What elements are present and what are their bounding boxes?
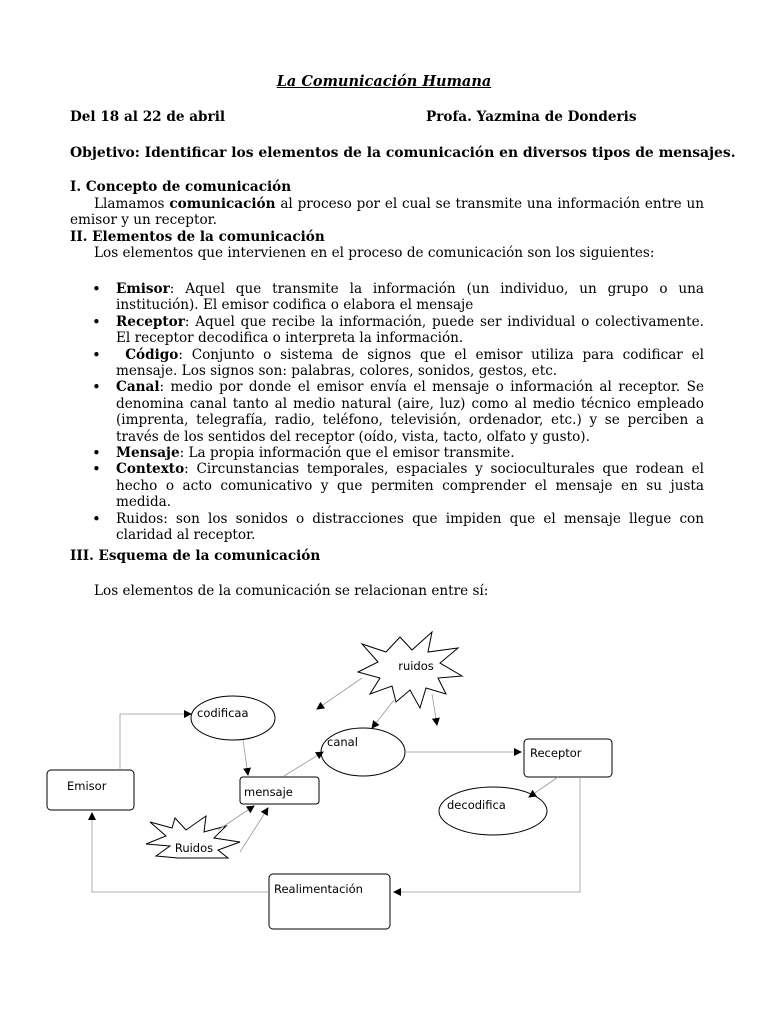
decodifica-label: decodifica — [447, 798, 506, 812]
list-item — [70, 281, 704, 314]
mensaje-label: mensaje — [244, 785, 293, 799]
paragraph-text: Llamamos — [94, 195, 170, 212]
item-text: : Aquel que transmite la información (un individuo, un grupo o una institución). El emisor codifica o elabora el mensaje — [116, 281, 704, 314]
receptor-box — [524, 739, 612, 777]
item-text: : Conjunto o sistema de signos que el emisor utiliza para codificar el mensaje. Los signos son: palabras, colores, sonidos, gestos, etc. — [116, 346, 704, 380]
document-title: La Comunicación Humana — [276, 73, 492, 90]
diagram-arrows — [92, 678, 580, 892]
bullet-icon: • — [92, 460, 101, 479]
section-heading: II. Elementos de la comunicación — [70, 228, 325, 245]
codifica-ellipse — [191, 696, 275, 740]
section-heading: I. Concepto de comunicación — [70, 179, 292, 195]
list-item — [70, 445, 704, 461]
list-item — [70, 314, 704, 347]
list-item — [70, 461, 704, 510]
bullet-icon: • — [92, 444, 101, 463]
item-text: : Aquel que recibe la información, puede ser individual o colectivamente. El receptor decodifica o interpreta la información. — [116, 313, 704, 347]
section-concept — [70, 179, 704, 262]
communication-diagram — [0, 600, 768, 930]
objective: Objetivo: Identificar los elementos de la comunicación en diversos tipos de mensajes. — [70, 145, 736, 161]
paragraph-text: al proceso por el cual se transmite una información entre un emisor y un receptor. — [70, 195, 704, 228]
section-intro: Los elementos de la comunicación se relacionan entre sí: — [94, 582, 489, 599]
section-heading: III. Esquema de la comunicación — [70, 548, 321, 564]
teacher-name: Profa. Yazmina de Donderis — [426, 109, 637, 125]
emisor-label: Emisor — [67, 779, 107, 793]
canal-label: canal — [327, 735, 358, 749]
item-term: Canal — [116, 379, 160, 396]
section-scheme — [70, 548, 704, 599]
item-text: : medio por donde el emisor envía el mensaje o información al receptor. Se denomina canal tanto al medio natural (aire, luz) como al medio técnico empleado (imprenta, telegrafía, radio, teléfono, televisión, ordenador, etc.) y se perciben a través de los sentidos del receptor (oído, vista, tacto, olfato y gusto). — [116, 379, 704, 445]
item-term: Código — [116, 346, 179, 363]
mensaje-box — [240, 777, 319, 804]
section-paragraph — [70, 196, 704, 229]
list-item — [70, 347, 704, 380]
realimentacion-box — [269, 874, 390, 929]
date-range: Del 18 al 22 de abril — [70, 109, 226, 125]
bullet-icon: • — [92, 509, 101, 528]
bullet-icon: • — [92, 378, 101, 397]
item-text: Ruidos: son los sonidos o distracciones que impiden que el mensaje llegue con claridad al receptor. — [116, 510, 704, 544]
canal-ellipse — [321, 728, 405, 776]
list-item — [70, 379, 704, 445]
list-item — [70, 511, 704, 544]
item-text: : La propia información que el emisor transmite. — [179, 445, 515, 462]
bullet-icon: • — [92, 280, 101, 298]
noise-burst-top — [358, 632, 462, 708]
noise-label-top: ruidos — [398, 659, 434, 673]
bullet-icon: • — [92, 312, 101, 331]
emisor-box — [47, 770, 134, 810]
codifica-label: codificaa — [197, 706, 249, 720]
paragraph-emphasis: comunicación — [169, 195, 276, 212]
item-term: Mensaje — [116, 445, 180, 462]
item-term: Receptor — [116, 313, 185, 330]
elements-list — [70, 281, 704, 544]
section-intro: Los elementos que intervienen en el proceso de comunicación son los siguientes: — [94, 245, 655, 261]
item-term: Contexto — [116, 461, 185, 478]
item-text: : Circunstancias temporales, espaciales y socioculturales que rodean el hecho o acto comunicativo y que permiten comprender el mensaje en su justa medida. — [116, 461, 704, 511]
decodifica-ellipse — [439, 787, 547, 835]
realimentacion-label: Realimentación — [274, 882, 363, 896]
bullet-icon: • — [92, 345, 101, 364]
receptor-label: Receptor — [530, 746, 582, 760]
noise-burst-bottom — [146, 816, 240, 858]
noise-label-bottom: Ruidos — [174, 841, 214, 855]
item-term: Emisor — [116, 281, 170, 297]
